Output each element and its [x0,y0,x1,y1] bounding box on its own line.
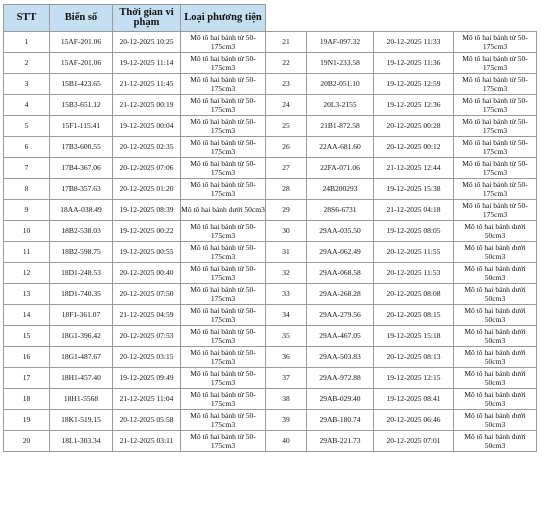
cell-type: Mô tô hai bánh dưới 50cm3 [454,242,537,263]
cell-plate: 18B2-538.03 [50,221,113,242]
table-row [4,53,537,74]
cell-stt: 14 [4,305,50,326]
cell-type: Mô tô hai bánh từ 50-175cm3 [181,74,266,95]
cell-stt: 24 [266,95,307,116]
cell-type: Mô tô hai bánh từ 50-175cm3 [181,368,266,389]
cell-plate: 17B3-600.55 [50,137,113,158]
cell-time: 20-12-2025 05:58 [113,410,181,431]
cell-type: Mô tô hai bánh từ 50-175cm3 [181,95,266,116]
cell-type: Mô tô hai bánh từ 50-175cm3 [181,137,266,158]
cell-time: 20-12-2025 08:15 [374,305,454,326]
violation-table [3,4,537,452]
cell-time: 19-12-2025 00:55 [113,242,181,263]
cell-plate: 17B4-367.06 [50,158,113,179]
cell-time: 19-12-2025 00:22 [113,221,181,242]
table-body [4,32,537,452]
cell-plate: 18G1-487.67 [50,347,113,368]
cell-time: 19-12-2025 08:39 [113,200,181,221]
cell-time: 21-12-2025 00:19 [113,95,181,116]
cell-plate: 18F1-361.07 [50,305,113,326]
cell-plate: 17B8-357.63 [50,179,113,200]
cell-plate: 20L3-2155 [307,95,374,116]
cell-time: 19-12-2025 11:36 [374,53,454,74]
cell-stt: 1 [4,32,50,53]
table-row [4,95,537,116]
cell-time: 20-12-2025 00:28 [374,116,454,137]
cell-plate: 29AA-467.05 [307,326,374,347]
header-type: Loại phương tiện [181,5,266,32]
cell-plate: 18D1-248.53 [50,263,113,284]
cell-type: Mô tô hai bánh từ 50-175cm3 [454,53,537,74]
cell-plate: 18L1-303.34 [50,431,113,452]
cell-plate: 22AA-681.60 [307,137,374,158]
cell-stt: 19 [4,410,50,431]
cell-plate: 29AB-180.74 [307,410,374,431]
cell-type: Mô tô hai bánh dưới 50cm3 [454,389,537,410]
cell-time: 20-12-2025 11:33 [374,32,454,53]
cell-plate: 29AA-279.56 [307,305,374,326]
cell-plate: 18K1-519.15 [50,410,113,431]
cell-stt: 11 [4,242,50,263]
cell-plate: 18G1-396.42 [50,326,113,347]
cell-stt: 30 [266,221,307,242]
cell-plate: 24B200293 [307,179,374,200]
cell-type: Mô tô hai bánh từ 50-175cm3 [181,284,266,305]
cell-stt: 10 [4,221,50,242]
cell-type: Mô tô hai bánh dưới 50cm3 [454,284,537,305]
cell-type: Mô tô hai bánh từ 50-175cm3 [454,74,537,95]
cell-type: Mô tô hai bánh dưới 50cm3 [454,410,537,431]
cell-type: Mô tô hai bánh dưới 50cm3 [454,326,537,347]
cell-plate: 18B2-598.75 [50,242,113,263]
cell-type: Mô tô hai bánh từ 50-175cm3 [454,158,537,179]
cell-time: 20-12-2025 07:06 [113,158,181,179]
cell-stt: 17 [4,368,50,389]
cell-plate: 29AA-972.88 [307,368,374,389]
cell-time: 20-12-2025 08:08 [374,284,454,305]
cell-time: 19-12-2025 12:59 [374,74,454,95]
cell-type: Mô tô hai bánh từ 50-175cm3 [181,305,266,326]
header-stt: STT [4,5,50,32]
cell-time: 20-12-2025 07:50 [113,284,181,305]
cell-stt: 15 [4,326,50,347]
cell-plate: 15B3-651.12 [50,95,113,116]
cell-stt: 25 [266,116,307,137]
table-row [4,221,537,242]
cell-plate: 29AB-029.40 [307,389,374,410]
cell-type: Mô tô hai bánh từ 50-175cm3 [181,179,266,200]
cell-stt: 16 [4,347,50,368]
cell-stt: 32 [266,263,307,284]
cell-time: 20-12-2025 00:12 [374,137,454,158]
cell-type: Mô tô hai bánh từ 50-175cm3 [454,200,537,221]
cell-stt: 37 [266,368,307,389]
cell-time: 19-12-2025 12:36 [374,95,454,116]
cell-time: 20-12-2025 10:25 [113,32,181,53]
table-row [4,431,537,452]
cell-stt: 36 [266,347,307,368]
cell-stt: 12 [4,263,50,284]
cell-time: 21-12-2025 11:45 [113,74,181,95]
cell-stt: 13 [4,284,50,305]
cell-time: 19-12-2025 08:41 [374,389,454,410]
cell-stt: 7 [4,158,50,179]
cell-stt: 27 [266,158,307,179]
table-row [4,179,537,200]
cell-stt: 29 [266,200,307,221]
cell-stt: 6 [4,137,50,158]
cell-time: 19-12-2025 09:49 [113,368,181,389]
cell-time: 20-12-2025 06:46 [374,410,454,431]
cell-stt: 3 [4,74,50,95]
cell-time: 20-12-2025 02:35 [113,137,181,158]
cell-stt: 33 [266,284,307,305]
cell-plate: 18AA-038.49 [50,200,113,221]
cell-plate: 19N1-233.58 [307,53,374,74]
cell-time: 20-12-2025 11:53 [374,263,454,284]
header-time [113,5,181,32]
cell-type: Mô tô hai bánh dưới 50cm3 [454,347,537,368]
cell-stt: 28 [266,179,307,200]
cell-plate: 18H1-457.40 [50,368,113,389]
cell-plate: 20B2-051.10 [307,74,374,95]
cell-time: 19-12-2025 08:05 [374,221,454,242]
cell-plate: 15AF-201.06 [50,32,113,53]
table-row [4,284,537,305]
cell-stt: 20 [4,431,50,452]
cell-plate: 29AB-221.73 [307,431,374,452]
cell-plate: 18H1-5568 [50,389,113,410]
cell-stt: 2 [4,53,50,74]
cell-type: Mô tô hai bánh từ 50-175cm3 [181,431,266,452]
table-row [4,305,537,326]
cell-plate: 15AF-201.06 [50,53,113,74]
cell-plate: 19AF-097.32 [307,32,374,53]
cell-time: 21-12-2025 12:44 [374,158,454,179]
cell-stt: 22 [266,53,307,74]
cell-time: 19-12-2025 12:15 [374,368,454,389]
cell-plate: 22FA-071.06 [307,158,374,179]
cell-plate: 15B1-423.65 [50,74,113,95]
table-row [4,389,537,410]
cell-type: Mô tô hai bánh từ 50-175cm3 [181,389,266,410]
cell-type: Mô tô hai bánh từ 50-175cm3 [454,137,537,158]
cell-stt: 21 [266,32,307,53]
table-row [4,368,537,389]
cell-type: Mô tô hai bánh từ 50-175cm3 [181,53,266,74]
table-row [4,326,537,347]
cell-stt: 26 [266,137,307,158]
cell-type: Mô tô hai bánh từ 50-175cm3 [181,263,266,284]
cell-type: Mô tô hai bánh dưới 50cm3 [454,221,537,242]
cell-type: Mô tô hai bánh dưới 50cm3 [454,368,537,389]
cell-type: Mô tô hai bánh dưới 50cm3 [181,200,266,221]
cell-stt: 31 [266,242,307,263]
table-row [4,158,537,179]
cell-time: 20-12-2025 07:01 [374,431,454,452]
cell-stt: 4 [4,95,50,116]
violation-table-sheet [3,4,537,452]
cell-type: Mô tô hai bánh dưới 50cm3 [454,305,537,326]
table-row [4,263,537,284]
cell-type: Mô tô hai bánh từ 50-175cm3 [181,158,266,179]
cell-plate: 18D1-740.35 [50,284,113,305]
cell-time: 21-12-2025 04:59 [113,305,181,326]
cell-plate: 21B1-872.58 [307,116,374,137]
table-row [4,242,537,263]
header-ghost-cell [454,5,537,32]
table-row [4,410,537,431]
cell-stt: 35 [266,326,307,347]
cell-stt: 39 [266,410,307,431]
cell-type: Mô tô hai bánh từ 50-175cm3 [454,179,537,200]
cell-type: Mô tô hai bánh từ 50-175cm3 [181,326,266,347]
cell-time: 20-12-2025 00:40 [113,263,181,284]
table-row [4,32,537,53]
cell-plate: 29AA-068.58 [307,263,374,284]
cell-type: Mô tô hai bánh từ 50-175cm3 [454,32,537,53]
cell-time: 19-12-2025 11:14 [113,53,181,74]
table-row [4,347,537,368]
cell-type: Mô tô hai bánh dưới 50cm3 [454,431,537,452]
header-ghost-cell [374,5,454,32]
cell-type: Mô tô hai bánh từ 50-175cm3 [454,95,537,116]
cell-plate: 29AA-503.83 [307,347,374,368]
cell-plate: 15F1-115.41 [50,116,113,137]
table-row [4,137,537,158]
header-plate: Biển số [50,5,113,32]
cell-type: Mô tô hai bánh từ 50-175cm3 [181,347,266,368]
cell-type: Mô tô hai bánh từ 50-175cm3 [181,221,266,242]
cell-time: 19-12-2025 00:04 [113,116,181,137]
cell-time: 20-12-2025 11:55 [374,242,454,263]
cell-plate: 29AA-035.50 [307,221,374,242]
cell-stt: 40 [266,431,307,452]
cell-stt: 34 [266,305,307,326]
header-time-label: Thời gian vi phạm [119,8,174,28]
cell-time: 21-12-2025 04:18 [374,200,454,221]
table-row [4,200,537,221]
cell-type: Mô tô hai bánh dưới 50cm3 [454,263,537,284]
cell-stt: 23 [266,74,307,95]
cell-time: 20-12-2025 08:13 [374,347,454,368]
cell-type: Mô tô hai bánh từ 50-175cm3 [181,242,266,263]
cell-time: 19-12-2025 15:38 [374,179,454,200]
cell-time: 20-12-2025 07:53 [113,326,181,347]
cell-stt: 5 [4,116,50,137]
cell-plate: 28S6-6731 [307,200,374,221]
cell-type: Mô tô hai bánh từ 50-175cm3 [181,410,266,431]
cell-time: 21-12-2025 11:04 [113,389,181,410]
cell-type: Mô tô hai bánh từ 50-175cm3 [181,32,266,53]
header-ghost-cell [307,5,374,32]
cell-stt: 38 [266,389,307,410]
header-ghost-cell [266,5,307,32]
table-row [4,74,537,95]
cell-type: Mô tô hai bánh từ 50-175cm3 [454,116,537,137]
cell-plate: 29AA-268.28 [307,284,374,305]
cell-time: 19-12-2025 15:18 [374,326,454,347]
cell-time: 20-12-2025 01:20 [113,179,181,200]
cell-plate: 29AA-062.49 [307,242,374,263]
cell-time: 21-12-2025 03:11 [113,431,181,452]
cell-time: 20-12-2025 03:15 [113,347,181,368]
cell-stt: 8 [4,179,50,200]
cell-stt: 9 [4,200,50,221]
header-row [4,5,537,32]
cell-type: Mô tô hai bánh từ 50-175cm3 [181,116,266,137]
table-row [4,116,537,137]
cell-stt: 18 [4,389,50,410]
